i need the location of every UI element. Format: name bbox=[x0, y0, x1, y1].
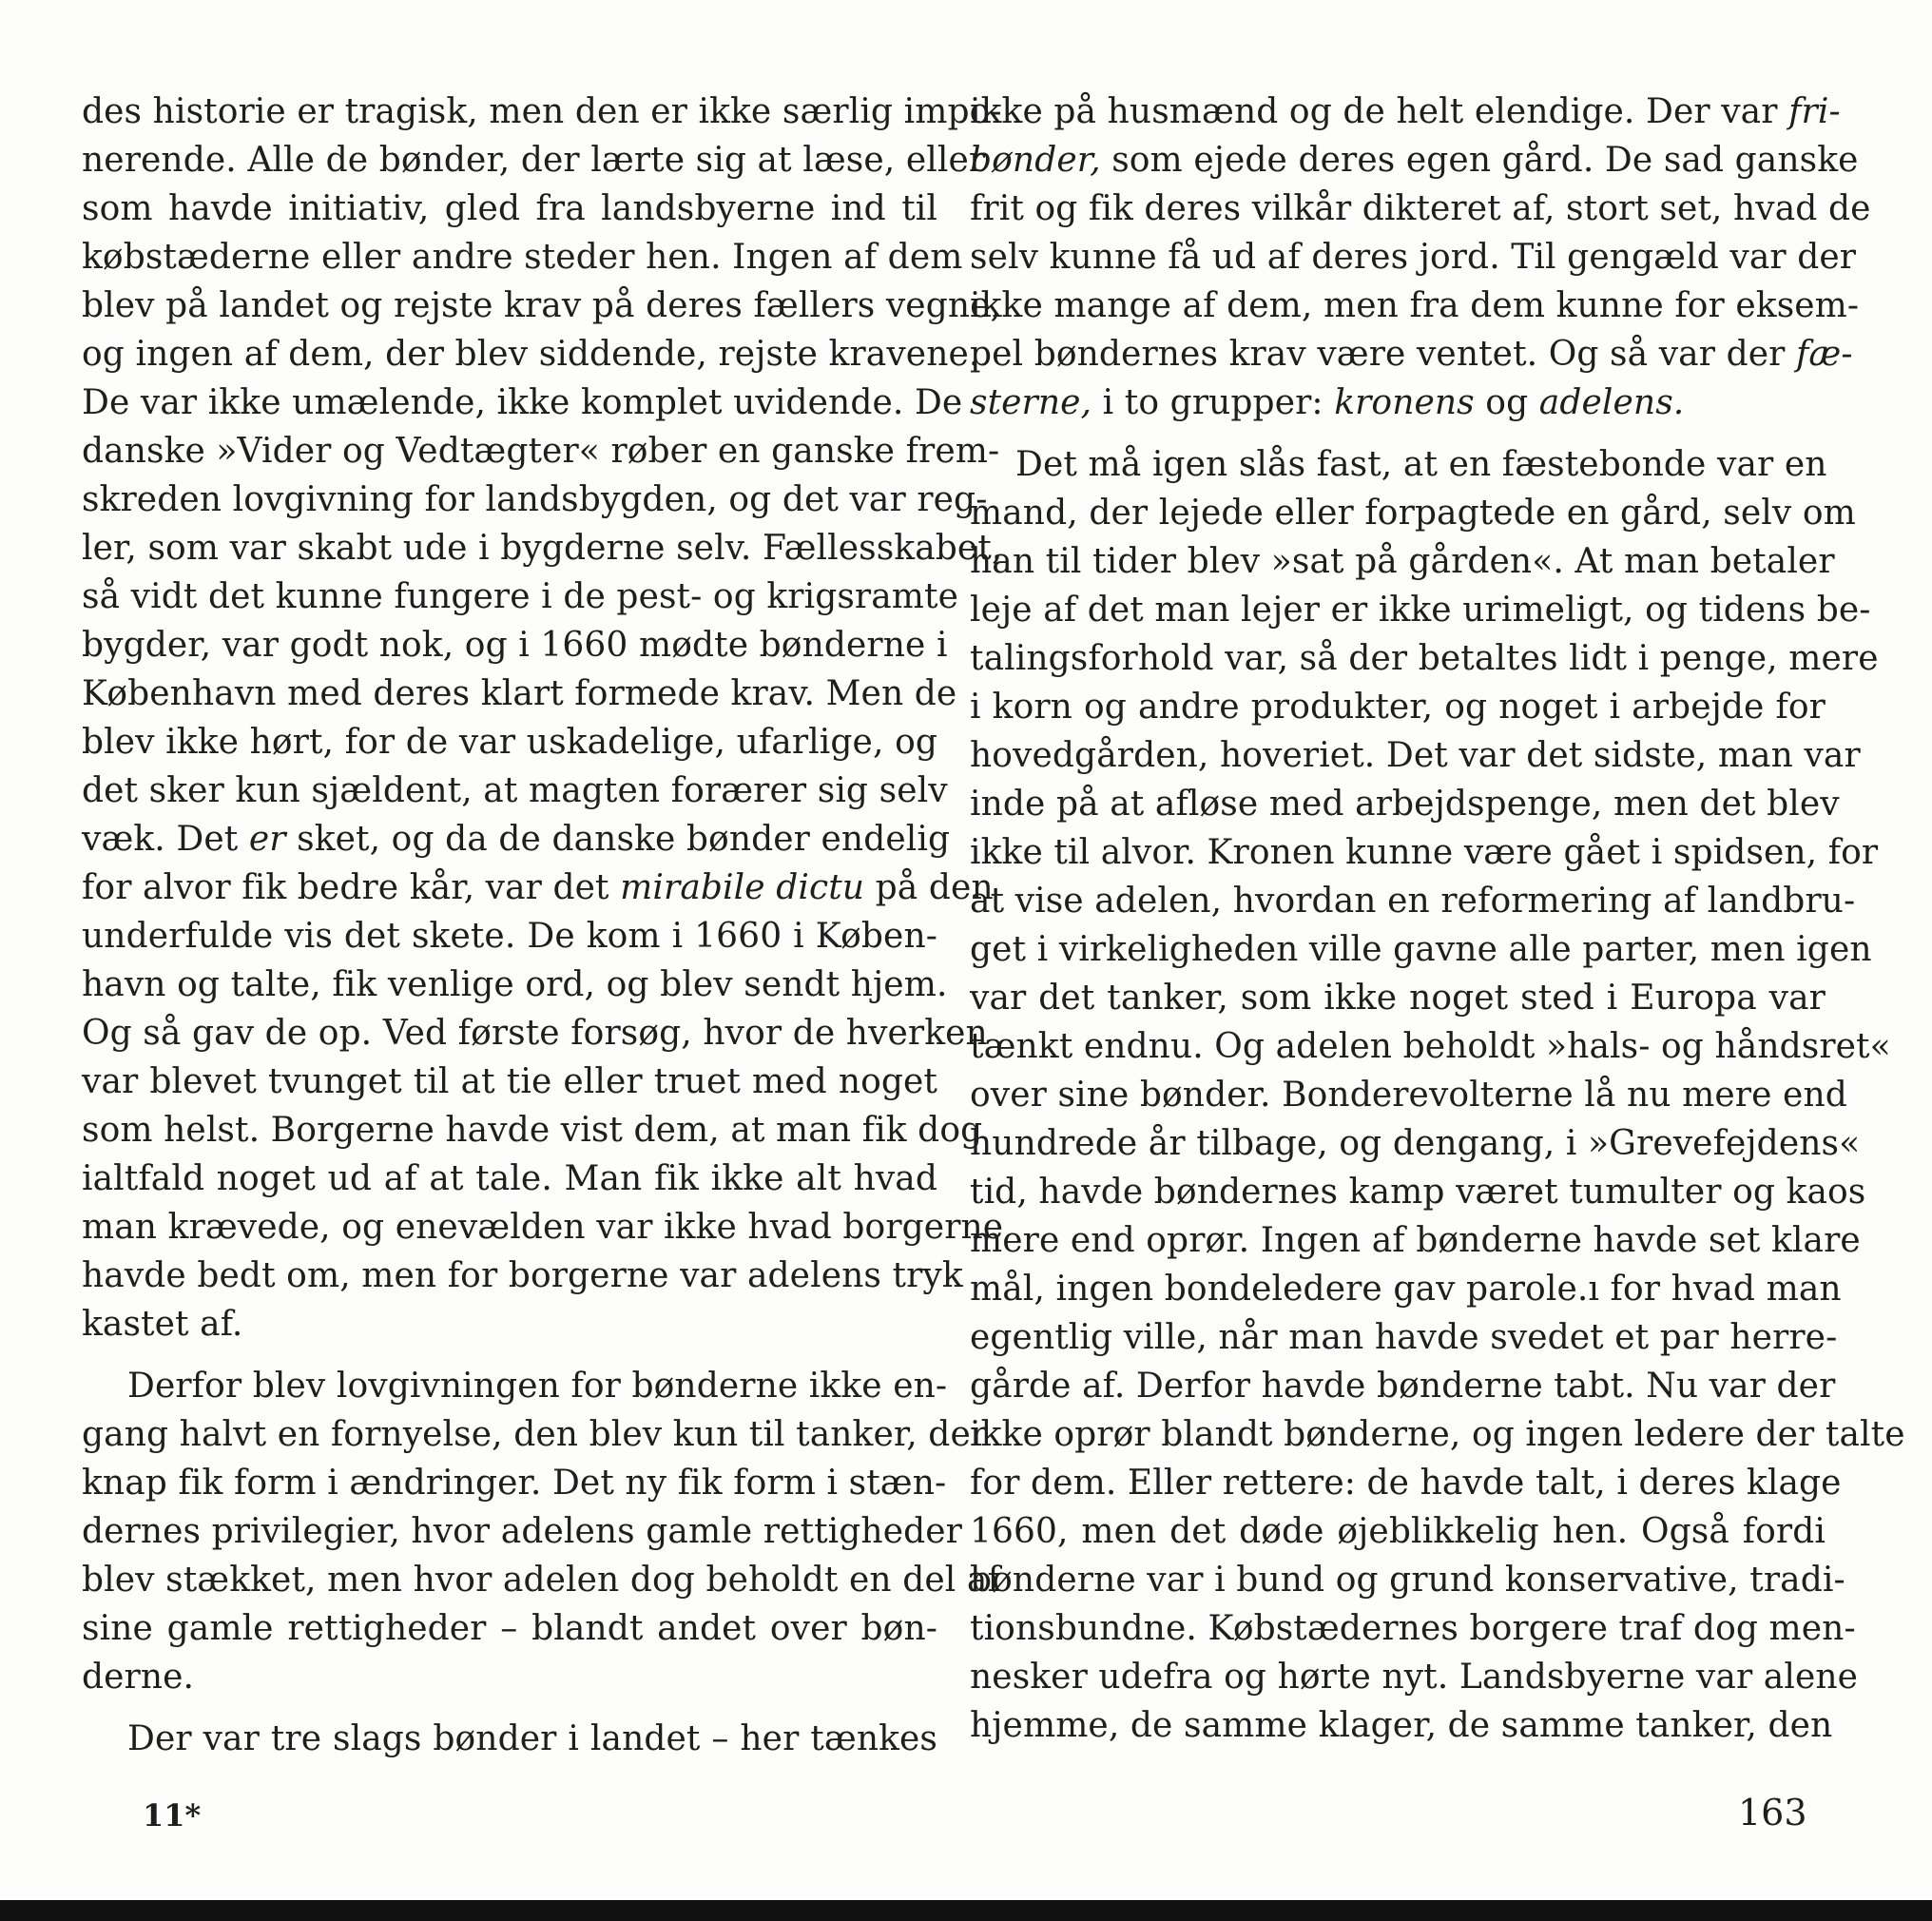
text-line: De var ikke umælende, ikke komplet uvidende. De bbox=[82, 383, 963, 422]
italic-term: mirabile dictu bbox=[620, 868, 865, 907]
text-run: som ejede deres egen gård. De sad ganske bbox=[1100, 141, 1859, 180]
text-line: leje af det man lejer er ikke urimeligt, og tidens be- bbox=[970, 591, 1871, 630]
text-line: hjemme, de samme klager, de samme tanker, den bbox=[970, 1706, 1833, 1745]
text-line: ialtfald noget ud af at tale. Man fik ikke alt hvad bbox=[82, 1159, 937, 1198]
paragraph-gap bbox=[82, 1701, 937, 1715]
text-line: over sine bønder. Bonderevolterne lå nu mere end bbox=[970, 1076, 1847, 1115]
text-run: på den bbox=[864, 868, 994, 907]
text-line: havde bedt om, men for borgerne var adelens tryk bbox=[82, 1256, 963, 1295]
text-line: talingsforhold var, så der betaltes lidt i penge, mere bbox=[970, 639, 1879, 678]
text-line: og ingen af dem, der blev siddende, rejste kravene. bbox=[82, 335, 980, 374]
text-line: ikke mange af dem, men fra dem kunne for eksem- bbox=[970, 286, 1860, 325]
text-line: dernes privilegier, hvor adelens gamle rettigheder bbox=[82, 1512, 962, 1551]
text-line bbox=[970, 87, 1841, 136]
italic-term: kronens bbox=[1334, 383, 1475, 422]
left-text-column bbox=[82, 87, 1004, 1763]
text-line: havn og talte, fik venlige ord, og blev sendt hjem. bbox=[82, 965, 948, 1004]
text-line: det sker kun sjældent, at magten forærer sig selv bbox=[82, 771, 948, 810]
text-line bbox=[82, 815, 951, 863]
text-line: tænkt endnu. Og adelen beholdt »hals- og håndsret« bbox=[970, 1027, 1891, 1066]
text-line: tionsbundne. Købstædernes borgere traf dog men- bbox=[970, 1609, 1856, 1648]
text-line: ikke oprør blandt bønderne, og ingen ledere der talte bbox=[970, 1415, 1905, 1454]
text-line: des historie er tragisk, men den er ikke særlig impo- bbox=[82, 92, 1002, 131]
text-line: købstæderne eller andre steder hen. Ingen af dem bbox=[82, 238, 963, 277]
text-line: kastet af. bbox=[82, 1305, 243, 1344]
text-run: væk. Det bbox=[82, 820, 249, 859]
text-line bbox=[970, 378, 1826, 427]
text-line bbox=[82, 863, 994, 912]
text-line: i korn og andre produkter, og noget i arbejde for bbox=[970, 688, 1826, 727]
text-line: så vidt det kunne fungere i de pest- og krigsramte bbox=[82, 577, 959, 616]
italic-term: adelens. bbox=[1538, 383, 1685, 422]
text-line: tid, havde bøndernes kamp været tumulter og kaos bbox=[970, 1173, 1866, 1212]
italic-term: fæ- bbox=[1795, 335, 1853, 374]
paragraph-gap bbox=[970, 427, 1826, 440]
text-line: Det må igen slås fast, at en fæstebonde var en bbox=[1015, 445, 1827, 484]
text-line: hovedgården, hoveriet. Det var det sidste, man var bbox=[970, 736, 1861, 775]
text-line: selv kunne få ud af deres jord. Til gengæld var der bbox=[970, 238, 1857, 277]
text-line: gårde af. Derfor havde bønderne tabt. Nu var der bbox=[970, 1367, 1836, 1406]
text-run: for alvor fik bedre kår, var det bbox=[82, 868, 621, 907]
text-line: underfulde vis det skete. De kom i 1660 i Køben- bbox=[82, 917, 937, 956]
printer-signature-mark: 11* bbox=[143, 1797, 202, 1834]
text-line: nerende. Alle de bønder, der lærte sig at læse, eller bbox=[82, 141, 986, 180]
text-line: blev på landet og rejste krav på deres fællers vegne, bbox=[82, 286, 1002, 325]
text-line: bønderne var i bund og grund konservative, tradi- bbox=[970, 1561, 1845, 1600]
text-line: som havde initiativ, gled fra landsbyerne ind til bbox=[82, 189, 937, 228]
text-line: for dem. Eller rettere: de havde talt, i deres klage bbox=[970, 1464, 1842, 1503]
text-line: gang halvt en fornyelse, den blev kun til tanker, der bbox=[82, 1415, 988, 1454]
text-line: Der var tre slags bønder i landet – her tænkes bbox=[127, 1719, 937, 1758]
text-line: mål, ingen bondeledere gav parole.ı for hvad man bbox=[970, 1270, 1842, 1309]
text-line: man krævede, og enevælden var ikke hvad borgerne bbox=[82, 1208, 1004, 1247]
italic-term: fri- bbox=[1788, 92, 1841, 131]
text-line: Og så gav de op. Ved første forsøg, hvor de hverken bbox=[82, 1014, 988, 1053]
text-line: derne. bbox=[82, 1658, 195, 1697]
text-line: han til tider blev »sat på gården«. At man betaler bbox=[970, 542, 1835, 581]
text-line: get i virkeligheden ville gavne alle parter, men igen bbox=[970, 930, 1872, 969]
text-line: danske »Vider og Vedtægter« røber en ganske frem- bbox=[82, 432, 1000, 471]
text-line: blev ikke hørt, for de var uskadelige, ufarlige, og bbox=[82, 723, 937, 762]
text-line: nesker udefra og hørte nyt. Landsbyerne var alene bbox=[970, 1658, 1859, 1697]
text-line: hundrede år tilbage, og dengang, i »Grevefejdens« bbox=[970, 1124, 1861, 1163]
text-line: at vise adelen, hvordan en reformering af landbru- bbox=[970, 882, 1856, 921]
text-run: pel bøndernes krav være ventet. Og så var der bbox=[970, 335, 1796, 374]
italic-term: er bbox=[248, 820, 286, 859]
text-line: ler, som var skabt ude i bygderne selv. Fællesskabet, bbox=[82, 529, 1003, 568]
text-line: frit og fik deres vilkår dikteret af, stort set, hvad de bbox=[970, 189, 1871, 228]
text-line: sine gamle rettigheder – blandt andet over bøn- bbox=[82, 1609, 937, 1648]
text-line bbox=[970, 330, 1853, 378]
text-line: 1660, men det døde øjeblikkelig hen. Også fordi bbox=[970, 1512, 1826, 1551]
italic-term: bønder, bbox=[970, 141, 1101, 180]
text-line: mere end oprør. Ingen af bønderne havde set klare bbox=[970, 1221, 1861, 1260]
text-line: bygder, var godt nok, og i 1660 mødte bønderne i bbox=[82, 626, 948, 665]
text-line: var blevet tvunget til at tie eller truet med noget bbox=[82, 1062, 937, 1101]
text-line: mand, der lejede eller forpagtede en gård, selv om bbox=[970, 494, 1856, 533]
text-line: var det tanker, som ikke noget sted i Europa var bbox=[970, 979, 1826, 1018]
text-line: ikke til alvor. Kronen kunne være gået i spidsen, for bbox=[970, 833, 1879, 872]
text-line: blev stækket, men hvor adelen dog beholdt en del af bbox=[82, 1561, 1000, 1600]
text-run: sket, og da de danske bønder endelig bbox=[285, 820, 951, 859]
text-line: Derfor blev lovgivningen for bønderne ikke en- bbox=[127, 1367, 948, 1406]
right-text-column bbox=[970, 87, 1905, 1750]
text-line: København med deres klart formede krav. Men de bbox=[82, 674, 957, 713]
italic-term: sterne, bbox=[970, 383, 1092, 422]
text-run: i to grupper: bbox=[1092, 383, 1335, 422]
text-line: inde på at afløse med arbejdspenge, men det blev bbox=[970, 785, 1840, 824]
text-line: egentlig ville, når man havde svedet et par herre- bbox=[970, 1318, 1838, 1357]
text-line: knap fik form i ændringer. Det ny fik form i stæn- bbox=[82, 1464, 947, 1503]
page-number: 163 bbox=[1738, 1792, 1807, 1834]
paragraph-gap bbox=[82, 1349, 937, 1362]
text-run: ikke på husmænd og de helt elendige. Der var bbox=[970, 92, 1789, 131]
text-run: og bbox=[1474, 383, 1539, 422]
text-line: som helst. Borgerne havde vist dem, at man fik dog bbox=[82, 1111, 983, 1150]
text-line: skreden lovgivning for landsbygden, og det var reg- bbox=[82, 480, 988, 519]
text-line bbox=[970, 136, 1859, 184]
scan-edge-band bbox=[0, 1900, 1932, 1921]
